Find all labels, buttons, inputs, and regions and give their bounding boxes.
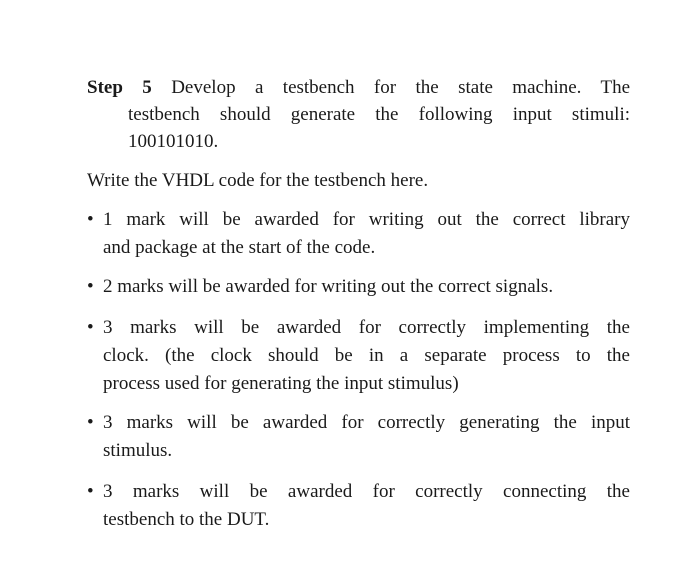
bullet-icon: • [87,209,94,230]
list-item [87,273,630,301]
list-item-line: stimulus. [103,440,173,461]
list-item-line: process used for generating the input stimulus) [103,373,459,394]
step-stimuli-value: 100101010. [128,131,219,152]
bullet-icon: • [87,317,94,338]
step-text-line1: Develop a testbench for the state machine. The [171,77,630,98]
list-item [87,409,630,465]
list-item-line: 2 marks will be awarded for writing out the correct signals. [103,276,554,297]
step-label: Step 5 [87,77,152,98]
step-continuation [128,101,630,155]
step-text-line2: testbench should generate the following input stimuli: [128,104,630,125]
bullet-icon: • [87,481,94,502]
list-item-line: and package at the start of the code. [103,237,376,258]
list-item-line: 3 marks will be awarded for correctly generating the input [103,412,630,433]
list-item [87,478,630,534]
list-item-line: 1 mark will be awarded for writing out the correct library [103,209,630,230]
bullet-icon: • [87,276,94,297]
list-item [87,206,630,262]
list-item-line: 3 marks will be awarded for correctly implementing the [103,317,630,338]
instruction-text: Write the VHDL code for the testbench here. [87,170,429,191]
step-heading [87,74,630,101]
document-body [87,74,630,534]
bullet-icon: • [87,412,94,433]
marking-criteria-list [87,206,630,534]
list-item-line: testbench to the DUT. [103,509,270,530]
list-item-line: 3 marks will be awarded for correctly connecting the [103,481,630,502]
list-item-line: clock. (the clock should be in a separate process to the [103,345,630,366]
list-item [87,314,630,398]
